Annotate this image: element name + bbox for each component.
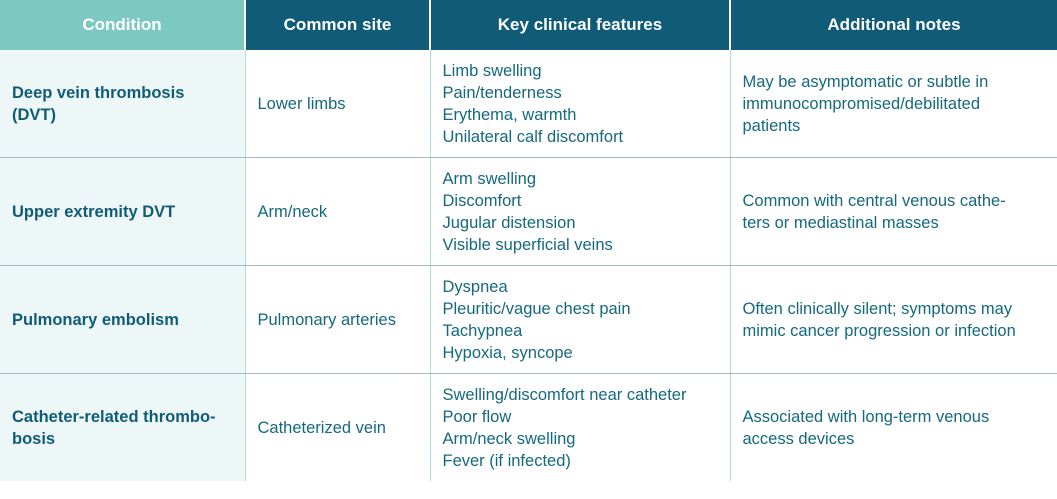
condition-line: Pulmonary embolism — [12, 310, 179, 329]
features-cell — [430, 374, 730, 482]
site-cell: Catheterized vein — [245, 374, 430, 482]
header-common-site: Common site — [245, 0, 430, 50]
feature-item: Hypoxia, syncope — [442, 343, 573, 362]
condition-line: bosis — [12, 429, 56, 448]
feature-item: Arm swelling — [442, 169, 537, 188]
feature-item: Fever (if infected) — [442, 451, 571, 470]
note-line: access devices — [742, 429, 855, 448]
table-row — [0, 50, 1057, 158]
note-line: Associated with long-term venous — [742, 407, 990, 426]
condition-line: Upper extremity DVT — [12, 202, 176, 221]
feature-item: Dyspnea — [442, 277, 508, 296]
features-cell — [430, 50, 730, 158]
condition-cell — [0, 158, 245, 266]
table-row — [0, 266, 1057, 374]
feature-item: Discomfort — [442, 191, 522, 210]
features-cell — [430, 158, 730, 266]
condition-cell — [0, 266, 245, 374]
condition-cell — [0, 374, 245, 482]
feature-item: Swelling/discomfort near catheter — [442, 385, 687, 404]
note-line: immunocompromised/debilitated — [742, 94, 981, 113]
header-additional-notes: Additional notes — [730, 0, 1057, 50]
feature-item: Poor flow — [442, 407, 512, 426]
header-row — [0, 0, 1057, 50]
feature-item: Pleuritic/vague chest pain — [442, 299, 631, 318]
note-line: Common with central venous cathe- — [742, 191, 1006, 210]
site-cell: Pulmonary arteries — [245, 266, 430, 374]
table-header — [0, 0, 1057, 50]
header-condition: Condition — [0, 0, 245, 50]
feature-item: Erythema, warmth — [442, 105, 577, 124]
feature-item: Visible superficial veins — [442, 235, 613, 254]
feature-item: Tachypnea — [442, 321, 523, 340]
feature-item: Jugular distension — [442, 213, 576, 232]
feature-item: Arm/neck swelling — [442, 429, 576, 448]
notes-cell — [730, 374, 1057, 482]
feature-item: Limb swelling — [442, 61, 542, 80]
note-line: ters or mediastinal masses — [742, 213, 939, 232]
condition-cell — [0, 50, 245, 158]
notes-cell — [730, 50, 1057, 158]
site-cell: Arm/neck — [245, 158, 430, 266]
table-row — [0, 158, 1057, 266]
feature-item: Unilateral calf discomfort — [442, 127, 624, 146]
note-line: Often clinically silent; symptoms may — [742, 299, 1013, 318]
note-line: May be asymptomatic or subtle in — [742, 72, 989, 91]
table-row — [0, 374, 1057, 482]
condition-line: (DVT) — [12, 105, 56, 124]
condition-line: Catheter-related thrombo- — [12, 407, 216, 426]
table-body — [0, 50, 1057, 481]
feature-item: Pain/tenderness — [442, 83, 562, 102]
notes-cell — [730, 158, 1057, 266]
note-line: mimic cancer progression or infection — [742, 321, 1016, 340]
features-cell — [430, 266, 730, 374]
notes-cell — [730, 266, 1057, 374]
note-line: patients — [742, 116, 801, 135]
header-key-clinical-features: Key clinical features — [430, 0, 730, 50]
site-cell: Lower limbs — [245, 50, 430, 158]
condition-line: Deep vein thrombosis — [12, 83, 185, 102]
